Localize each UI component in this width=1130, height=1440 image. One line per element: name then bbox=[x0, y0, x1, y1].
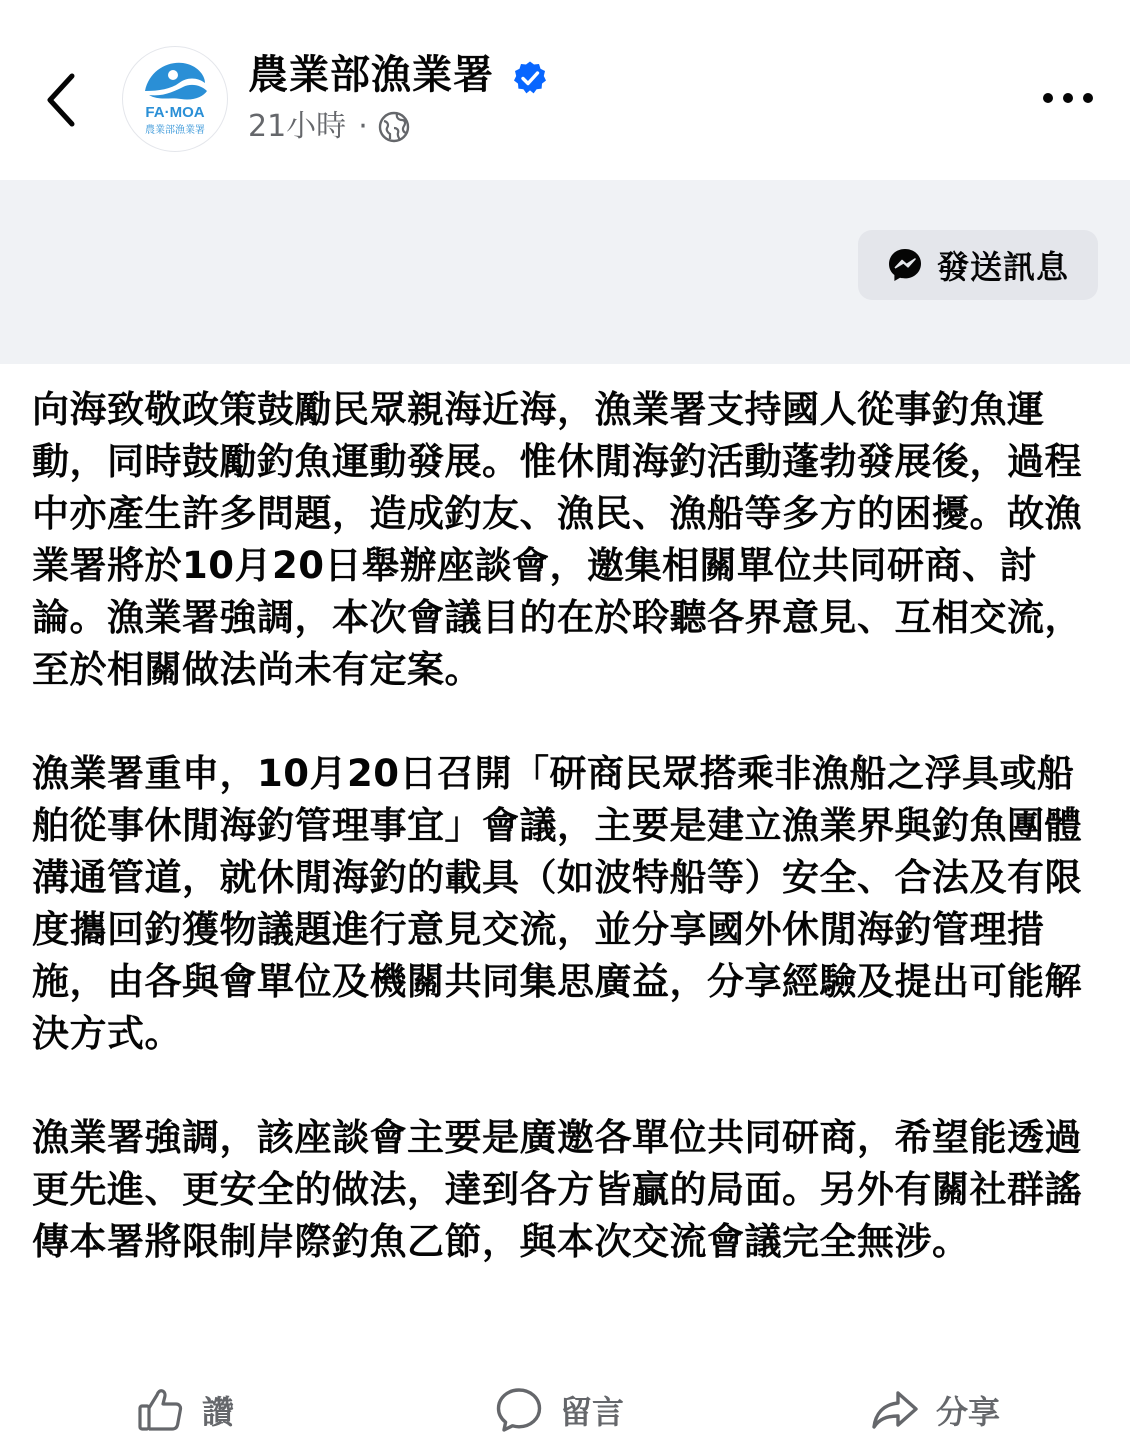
fa-moa-logo bbox=[123, 47, 227, 151]
post-action-bar bbox=[0, 1372, 1130, 1440]
share-label: 分享 bbox=[936, 1393, 1001, 1431]
back-button[interactable] bbox=[30, 62, 90, 138]
post-paragraph: 漁業署重申，10月20日召開「研商民眾搭乘非漁船之浮具或船舶從事休閒海釣管理事宜」會議，主要是建立漁業界與釣魚團體溝通管道，就休閒海釣的載具（如波特船等）安全、合法及有限度攜回釣獲物議題進行意見交流，並分享國外休閒海釣管理措施，由各與會單位及機關共同集思廣益，分享經驗及提出可能解決方式。 bbox=[32, 752, 1082, 1055]
post-meta bbox=[248, 106, 410, 148]
like-label: 讚 bbox=[202, 1393, 235, 1431]
post-header bbox=[0, 0, 1130, 180]
verified-badge-icon bbox=[512, 60, 548, 96]
share-button[interactable] bbox=[870, 1382, 1000, 1438]
post-timestamp[interactable]: 21小時 bbox=[248, 109, 347, 144]
messenger-icon bbox=[887, 247, 923, 283]
svg-text:FA·MOA: FA·MOA bbox=[145, 104, 205, 121]
post-paragraph: 向海致敬政策鼓勵民眾親海近海，漁業署支持國人從事釣魚運動，同時鼓勵釣魚運動發展。惟休閒海釣活動蓬勃發展後，過程中亦產生許多問題，造成釣友、漁民、漁船等多方的困擾。故漁業署將於10月20日舉辦座談會，邀集相關單位共同研商、討論。漁業署強調，本次會議目的在於聆聽各界意見、互相交流，至於相關做法尚未有定案。 bbox=[32, 388, 1082, 691]
post-paragraph: 漁業署強調，該座談會主要是廣邀各單位共同研商，希望能透過更先進、更安全的做法，達到各方皆贏的局面。另外有關社群謠傳本署將限制岸際釣魚乙節，與本次交流會議完全無涉。 bbox=[32, 1116, 1082, 1263]
page-avatar[interactable] bbox=[122, 46, 228, 152]
chevron-left-icon bbox=[30, 62, 90, 138]
meta-separator: · bbox=[358, 109, 368, 144]
comment-label: 留言 bbox=[560, 1393, 625, 1431]
send-message-button[interactable] bbox=[858, 230, 1098, 300]
share-arrow-icon bbox=[870, 1385, 920, 1435]
globe-icon bbox=[378, 111, 410, 143]
send-message-label: 發送訊息 bbox=[936, 248, 1069, 286]
svg-text:農業部漁業署: 農業部漁業署 bbox=[145, 125, 205, 136]
post-text bbox=[32, 384, 1098, 1268]
more-horizontal-icon bbox=[1036, 74, 1100, 122]
comment-bubble-icon bbox=[494, 1385, 544, 1435]
like-button[interactable] bbox=[136, 1382, 234, 1438]
page-name[interactable]: 農業部漁業署 bbox=[248, 52, 494, 98]
thumbs-up-icon bbox=[136, 1385, 186, 1435]
comment-button[interactable] bbox=[494, 1382, 624, 1438]
more-options-button[interactable] bbox=[1036, 74, 1100, 122]
